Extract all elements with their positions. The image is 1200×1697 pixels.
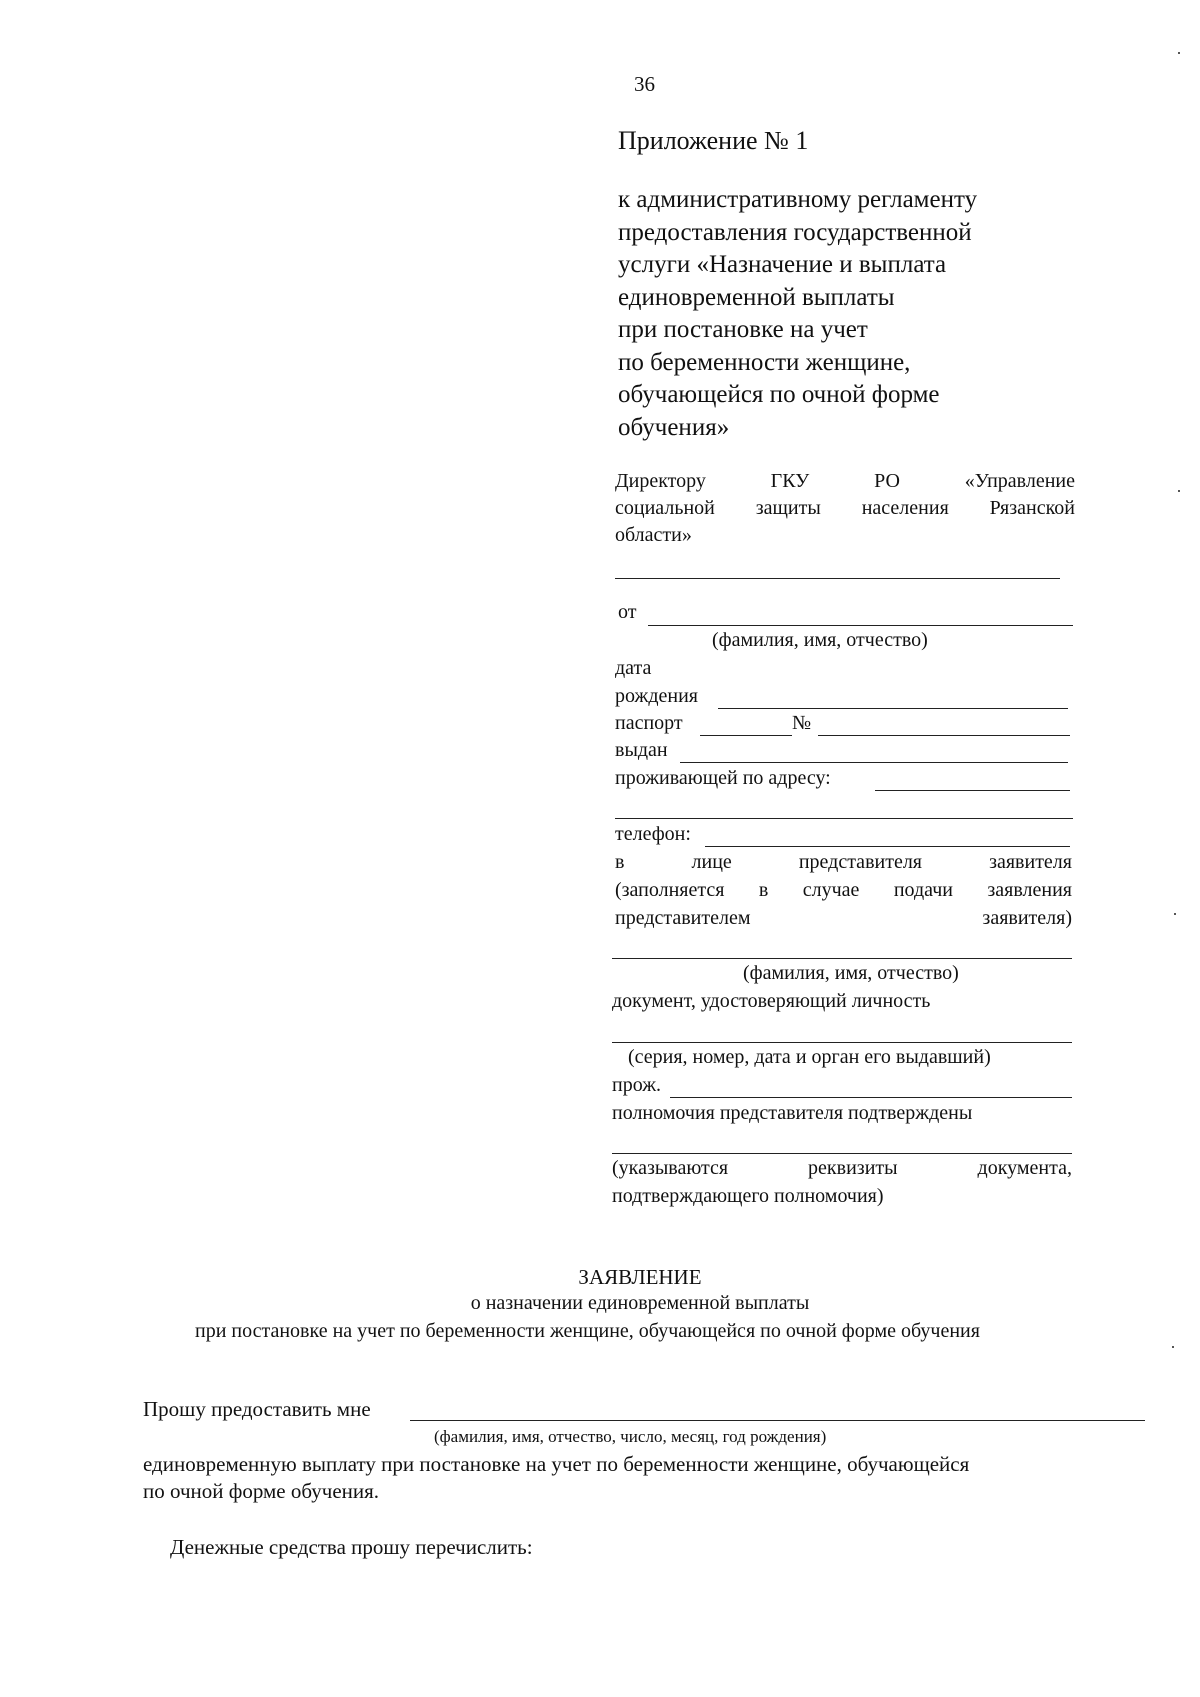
representative-fio-caption: (фамилия, имя, отчество) — [743, 962, 959, 984]
appendix-subtitle-line: единовременной выплаты — [618, 283, 895, 311]
address-line-1[interactable] — [875, 790, 1070, 791]
from-label: от — [618, 601, 637, 623]
birth-date-line[interactable] — [718, 708, 1068, 709]
from-fio-line[interactable] — [648, 625, 1073, 626]
phone-label: телефон: — [615, 823, 691, 845]
request-fio-line[interactable] — [410, 1420, 1145, 1421]
funds-text: Денежные средства прошу перечислить: — [170, 1535, 533, 1559]
id-document-line[interactable] — [612, 1042, 1072, 1043]
address-line-2[interactable] — [615, 818, 1073, 819]
statement-title: ЗАЯВЛЕНИЕ — [578, 1265, 702, 1289]
powers-caption-line: (указываются реквизиты документа, — [612, 1157, 1072, 1179]
fio-caption: (фамилия, имя, отчество) — [712, 629, 928, 651]
statement-subtitle-2: при постановке на учет по беременности женщине, обучающейся по очной форме обучения — [195, 1320, 980, 1342]
address-label: проживающей по адресу: — [615, 767, 831, 789]
appendix-subtitle-line: обучающейся по очной форме — [618, 381, 940, 408]
addressee-line: области» — [615, 524, 692, 546]
scan-speck — [1178, 52, 1180, 54]
passport-label: паспорт — [615, 712, 683, 734]
appendix-subtitle-line: при постановке на учет — [618, 316, 868, 343]
request-label: Прошу предоставить мне — [143, 1397, 371, 1421]
representative-line: в лице представителя заявителя — [615, 851, 1072, 873]
powers-line[interactable] — [612, 1153, 1072, 1154]
request-caption: (фамилия, имя, отчество, число, месяц, год рождения) — [434, 1427, 827, 1446]
id-document-caption: (серия, номер, дата и орган его выдавший) — [628, 1046, 991, 1068]
phone-line[interactable] — [705, 846, 1070, 847]
appendix-subtitle-line: к административному регламенту — [618, 186, 978, 213]
issued-label: выдан — [615, 739, 668, 761]
representative-line: (заполняется в случае подачи заявления — [615, 879, 1072, 901]
appendix-subtitle-line: обучения» — [618, 413, 730, 441]
residence-label: прож. — [612, 1074, 662, 1096]
birth-label-2: рождения — [615, 685, 698, 707]
appendix-subtitle-line: услуги «Назначение и выплата — [618, 251, 947, 278]
issued-line[interactable] — [680, 762, 1068, 763]
passport-series-line[interactable] — [700, 735, 792, 736]
body-text-line-2: по очной форме обучения. — [143, 1479, 380, 1503]
passport-number-sign: № — [792, 712, 812, 734]
powers-label: полномочия представителя подтверждены — [612, 1102, 973, 1124]
appendix-subtitle — [618, 184, 1058, 444]
powers-caption-line-2: подтверждающего полномочия) — [612, 1185, 884, 1207]
statement-subtitle: о назначении единовременной выплаты — [470, 1292, 810, 1314]
appendix-subtitle-line: предоставления государственной — [618, 218, 972, 246]
scan-speck — [1172, 1346, 1174, 1348]
birth-label: дата — [615, 657, 652, 679]
passport-number-line[interactable] — [818, 735, 1070, 736]
id-document-label: документ, удостоверяющий личность — [612, 990, 931, 1012]
appendix-title: Приложение № 1 — [618, 126, 809, 155]
appendix-subtitle-line: по беременности женщине, — [618, 348, 911, 376]
addressee-blank-line[interactable] — [615, 578, 1060, 579]
body-text-line: единовременную выплату при постановке на учет по беременности женщине, обучающейся — [143, 1452, 970, 1476]
scan-speck — [1178, 490, 1180, 492]
representative-fio-line[interactable] — [612, 958, 1072, 959]
addressee-line: социальной защиты населения Рязанской — [615, 497, 1075, 519]
addressee-line: Директору ГКУ РО «Управление — [615, 470, 1075, 492]
page-number: 36 — [634, 72, 655, 96]
representative-line: представителем заявителя) — [615, 907, 1072, 929]
residence-line[interactable] — [670, 1097, 1072, 1098]
scan-speck — [1174, 913, 1176, 915]
